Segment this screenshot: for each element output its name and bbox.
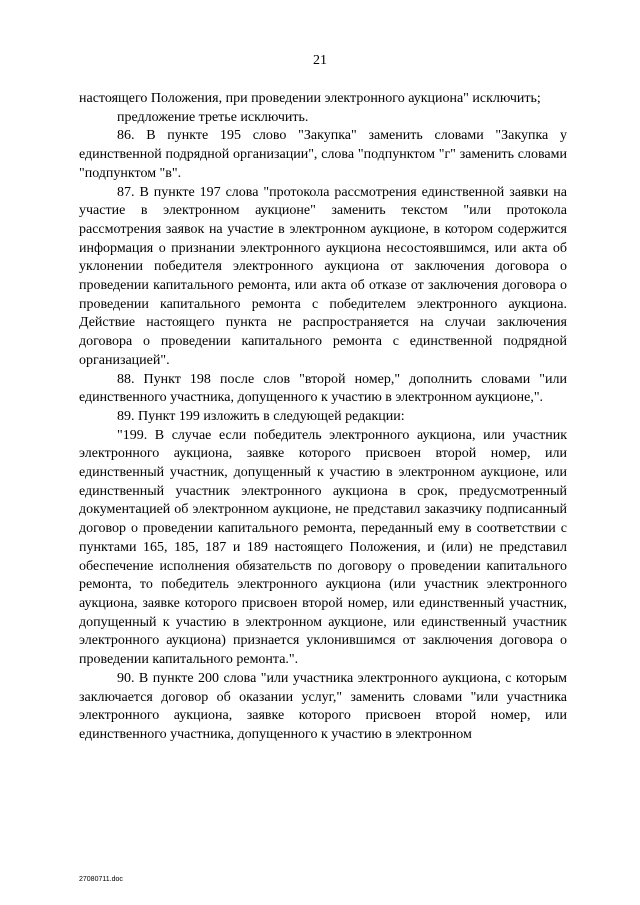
paragraph-item-90: 90. В пункте 200 слова "или участника электронного аукциона, с которым заключается договор об оказании услуг," заменить словами "или участника электронного аукциона, заявке которого присвоен второй номер, или единственного участника, допущенного к участию в электронном [79,670,567,742]
paragraph-item-199-text: "199. В случае если победитель электронного аукциона, или участник электронного аукциона, заявке которого присвоен второй номер, или единственный участник, допущенный к участию в электронном аукционе, или единственный участник электронного аукциона в срок, предусмотренный документацией об электронном аукционе, не представил заказчику подписанный договор о проведении капитального ремонта, переданный ему в соответствии с пунктами 165, 185, 187 и 189 настоящего Положения, и (или) не представил обеспечение исполнения обязательств по договору о проведении капитального ремонта, то победитель электронного аукциона (или участник электронного аукциона, заявке которого присвоен второй номер, или единственный участник, допущенный к участию в электронном аукционе, или единственный участник электронного аукциона) признается уклонившимся от заключения договора о проведении капитального ремонта.". [79,427,567,668]
document-body [79,90,567,745]
page-number: 21 [313,53,327,68]
paragraph-item-87: 87. В пункте 197 слова "протокола рассмотрения единственной заявки на участие в электронном аукционе" заменить текстом "или протокола рассмотрения заявок на участие в электронном аукционе, в котором содержится информация о признании электронного аукциона несостоявшимся, или акта об уклонении победителя электронного аукциона от заключения договора о проведении капитального ремонта, или акта об отказе от заключения договора о проведении капитального ремонта с победителем электронного аукциона. Действие настоящего пункта не распространяется на случаи заключения договора о проведении капитального ремонта с единственной подрядной организацией". [79,184,567,368]
paragraph-item-86: 86. В пункте 195 слово "Закупка" заменить словами "Закупка у единственной подрядной организации", слова "подпунктом "г" заменить словами "подпунктом "в". [79,128,567,181]
paragraph-item-89: 89. Пункт 199 изложить в следующей редакции: [117,408,405,424]
paragraph-sentence-three: предложение третье исключить. [117,109,309,125]
document-footer: 27080711.doc [79,876,123,883]
paragraph-item-88: 88. Пункт 198 после слов "второй номер," дополнить словами "или единственного участника, допущенного к участию в электронном аукционе,". [79,371,567,406]
paragraph-continuation: настоящего Положения, при проведении электронного аукциона" исключить; [79,91,541,106]
